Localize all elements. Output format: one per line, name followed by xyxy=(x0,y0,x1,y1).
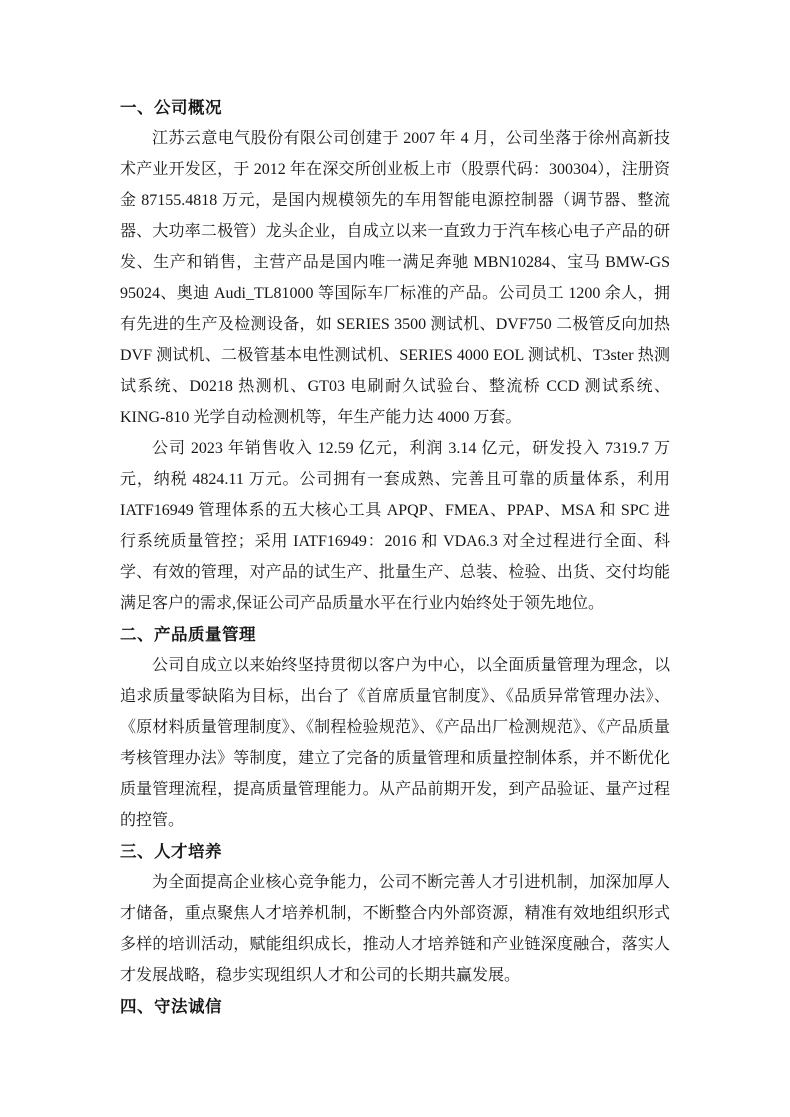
document-content xyxy=(120,92,670,1022)
talent-development-paragraph-1: 为全面提高企业核心竞争能力，公司不断完善人才引进机制，加深加厚人才储备，重点聚焦人才培养机制，不断整合内外部资源，精准有效地组织形式多样的培训活动，赋能组织成长，推动人才培养链和产业链深度融合，落实人才发展战略，稳步实现组织人才和公司的长期共赢发展。 xyxy=(120,874,670,984)
section-product-quality-management xyxy=(120,619,670,836)
product-quality-management-paragraph-1: 公司自成立以来始终坚持贯彻以客户为中心，以全面质量管理为理念，以追求质量零缺陷为目标，出台了《首席质量官制度》、《品质异常管理办法》、《原材料质量管理制度》、《制程检验规范》、《产品出厂检测规范》、《产品质量考核管理办法》等制度，建立了完备的质量管理和质量控制体系，并不断优化质量管理流程，提高质量管理能力。从产品前期开发，到产品验证、量产过程的控管。 xyxy=(120,657,670,829)
company-overview-paragraph-1: 江苏云意电气股份有限公司创建于 2007 年 4 月，公司坐落于徐州高新技术产业开发区，于 2012 年在深交所创业板上市（股票代码：300304），注册资金 87155.4818 万元，是国内规模领先的车用智能电源控制器（调节器、整流器、大功率二极管）龙头企业，自成立以来一直致力于汽车核心电子产品的研发、生产和销售，主营产品是国内唯一满足奔驰 MBN10284、宝马 BMW-GS 95024、奥迪 Audi_TL81000 等国际车厂标准的产品。公司员工 1200 余人，拥有先进的生产及检测设备，如 SERIES 3500 测试机、DVF750 二极管反向加热 DVF 测试机、二极管基本电性测试机、SERIES 4000 EOL 测试机、T3ster 热测试系统、D0218 热测机、GT03 电刷耐久试验台、整流桥 CCD 测试系统、KING-810 光学自动检测机等，年生产能力达 4000 万套。 xyxy=(120,130,670,426)
section-company-overview xyxy=(120,92,670,619)
company-overview-paragraph-2: 公司 2023 年销售收入 12.59 亿元，利润 3.14 亿元，研发投入 7319.7 万元，纳税 4824.11 万元。公司拥有一套成熟、完善且可靠的质量体系，利用 IATF16949 管理体系的五大核心工具 APQP、FMEA、PPAP、MSA 和 SPC 进行系统质量管控；采用 IATF16949：2016 和 VDA6.3 对全过程进行全面、科学、有效的管理，对产品的试生产、批量生产、总装、检验、出货、交付均能满足客户的需求,保证公司产品质量水平在行业内始终处于领先地位。 xyxy=(120,440,670,612)
section-talent-development xyxy=(120,836,670,991)
section-company-overview-heading: 一、公司概况 xyxy=(120,98,222,117)
section-product-quality-management-heading: 二、产品质量管理 xyxy=(120,625,256,644)
section-talent-development-heading: 三、人才培养 xyxy=(120,842,222,861)
section-law-abiding-integrity xyxy=(120,991,670,1022)
section-law-abiding-integrity-heading: 四、守法诚信 xyxy=(120,997,222,1016)
